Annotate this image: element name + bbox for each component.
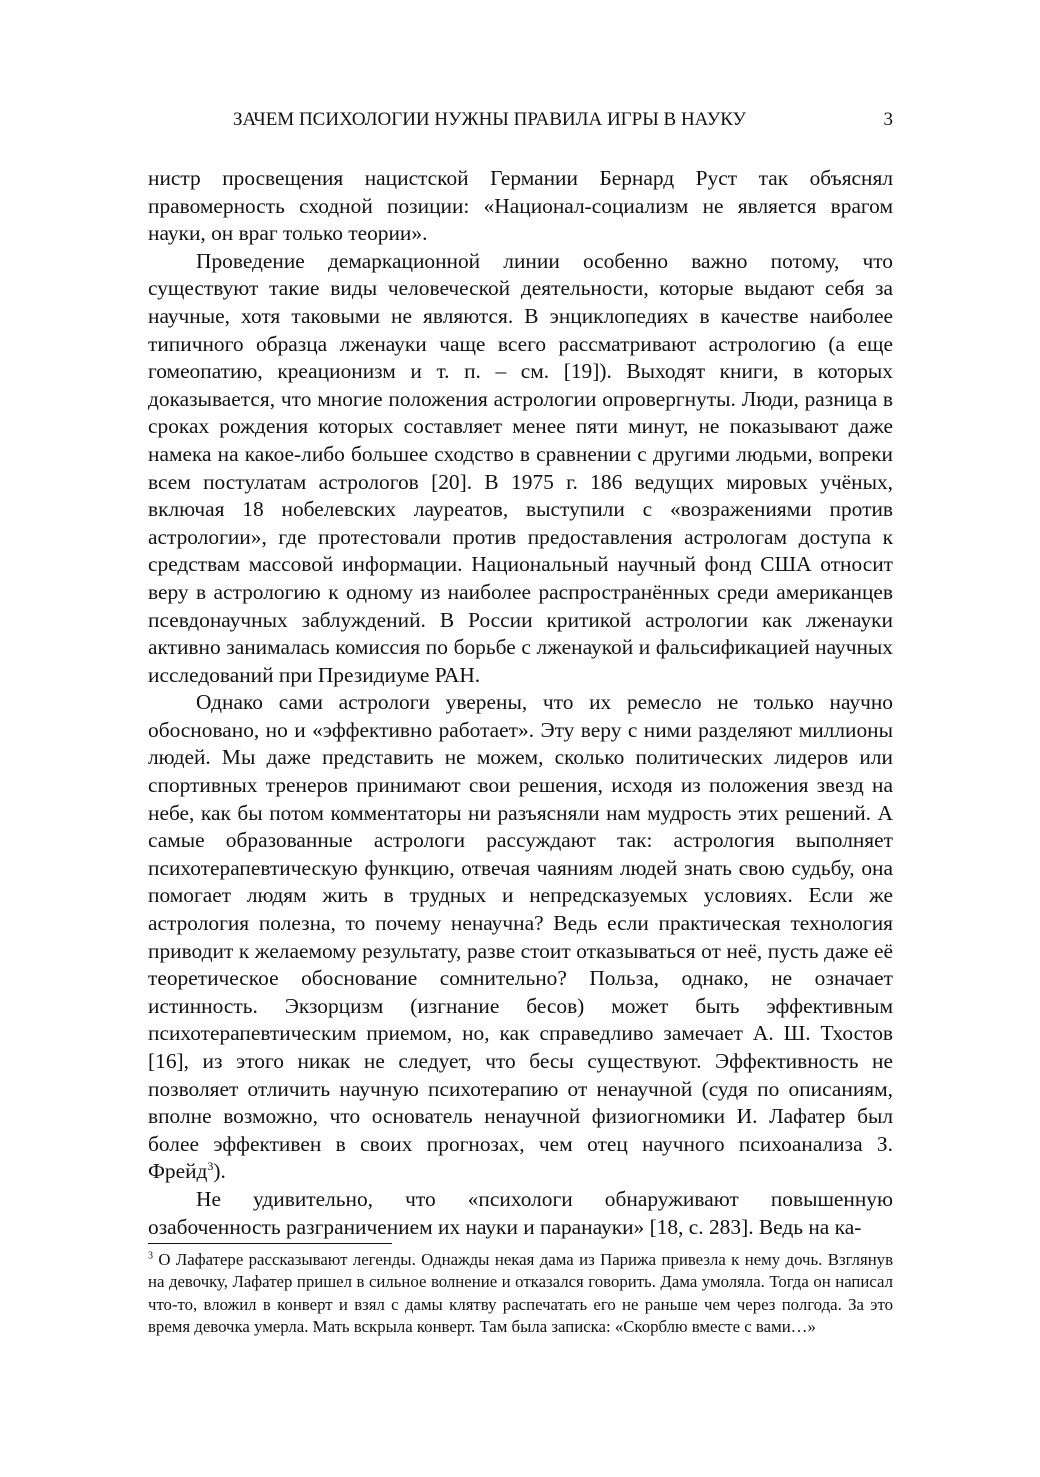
paragraph-3-text: Однако сами астрологи уверены, что их ремесло не только научно обосновано, но и «эффективно работает». Эту веру с ними разделяют миллионы людей. Мы даже представить не можем, сколько политических лидеров или спортивных тренеров принимают свои решения, исходя из положения звезд на небе, как бы потом комментаторы ни разъясняли нам мудрость этих решений. А самые образованные астрологи рассуждают так: астрология выполняет психотерапевтическую функцию, отвечая чаяниям людей знать свою судьбу, она помогает людям жить в трудных и непредсказуемых условиях. Если же астрология полезна, то почему ненаучна? Ведь если практическая технология приводит к желаемому результату, разве стоит отказываться от неё, пусть даже её теоретическое обоснование сомнительно? Польза, однако, не означает истинность. Экзорцизм (изгнание бесов) может быть эффективным психотерапевтическим приемом, но, как справедливо замечает А. Ш. Тхостов [16], из этого никак не следует, что бесы существуют. Эффективность не позволяет отличить научную психотерапию от ненаучной (судя по описаниям, вполне возможно, что основатель ненаучной физиогномики И. Лафатер был более эффективен в своих прогнозах, чем отец научного психоанализа З. Фрейд <box>148 690 893 1184</box>
running-header <box>148 106 893 134</box>
footnote-text: О Лафатере рассказывают легенды. Однажды некая дама из Парижа привезла к нему дочь. Взглянув на девочку, Лафатер пришел в сильное волнение и отказался говорить. Дама умоляла. Тогда он написал что-то, вложил в конверт и взял с дамы клятву распечатать его не раньше чем через полгода. За это время девочка умерла. Мать вскрыла конверт. Там была записка: «Скорблю вместе с вами…» <box>148 1250 893 1337</box>
paragraph-3 <box>148 689 893 1186</box>
paragraph-2: Проведение демаркационной линии особенно важно потому, что существуют такие виды человеческой деятельности, которые выдают себя за научные, хотя таковыми не являются. В энциклопедиях в качестве наиболее типичного образца лженауки чаще всего рассматривают астрологию (а еще гомеопатию, креационизм и т. п. – см. [19]). Выходят книги, в которых доказывается, что многие положения астрологии опровергнуты. Люди, разница в сроках рождения которых составляет менее пяти минут, не показывают даже намека на какое-либо большее сходство в сравнении с другими людьми, вопреки всем постулатам астрологов [20]. В 1975 г. 186 ведущих мировых учёных, включая 18 нобелевских лауреатов, выступили с «возражениями против астрологии», где протестовали против предоставления астрологам доступа к средствам массовой информации. Национальный научный фонд США относит веру в астрологию к одному из наиболее распространённых среди американцев псевдонаучных заблуждений. В России критикой астрологии как лженауки активно занималась комиссия по борьбе с лженаукой и фальсификацией научных исследований при Президиуме РАН. <box>148 248 893 687</box>
footnote <box>148 1249 893 1339</box>
paragraph-1: нистр просвещения нацистской Германии Бернард Руст так объяснял правомерность сходной позиции: «Национал-социализм не является врагом науки, он враг только теории». <box>148 166 893 246</box>
body-text <box>148 165 893 1241</box>
paragraph-3-end: ). <box>213 1159 226 1184</box>
footnote-mark: 3 <box>148 1250 153 1262</box>
page-number: 3 <box>883 109 893 130</box>
footnote-reference[interactable]: 3 <box>207 1159 214 1174</box>
paragraph-4: Не удивительно, что «психологи обнаруживают повышенную озабоченность разграничением их науки и паранауки» [18, с. 283]. Ведь на ка- <box>148 1186 893 1239</box>
footnote-separator <box>148 1243 392 1244</box>
running-title: ЗАЧЕМ ПСИХОЛОГИИ НУЖНЫ ПРАВИЛА ИГРЫ В НАУКУ <box>233 109 746 130</box>
